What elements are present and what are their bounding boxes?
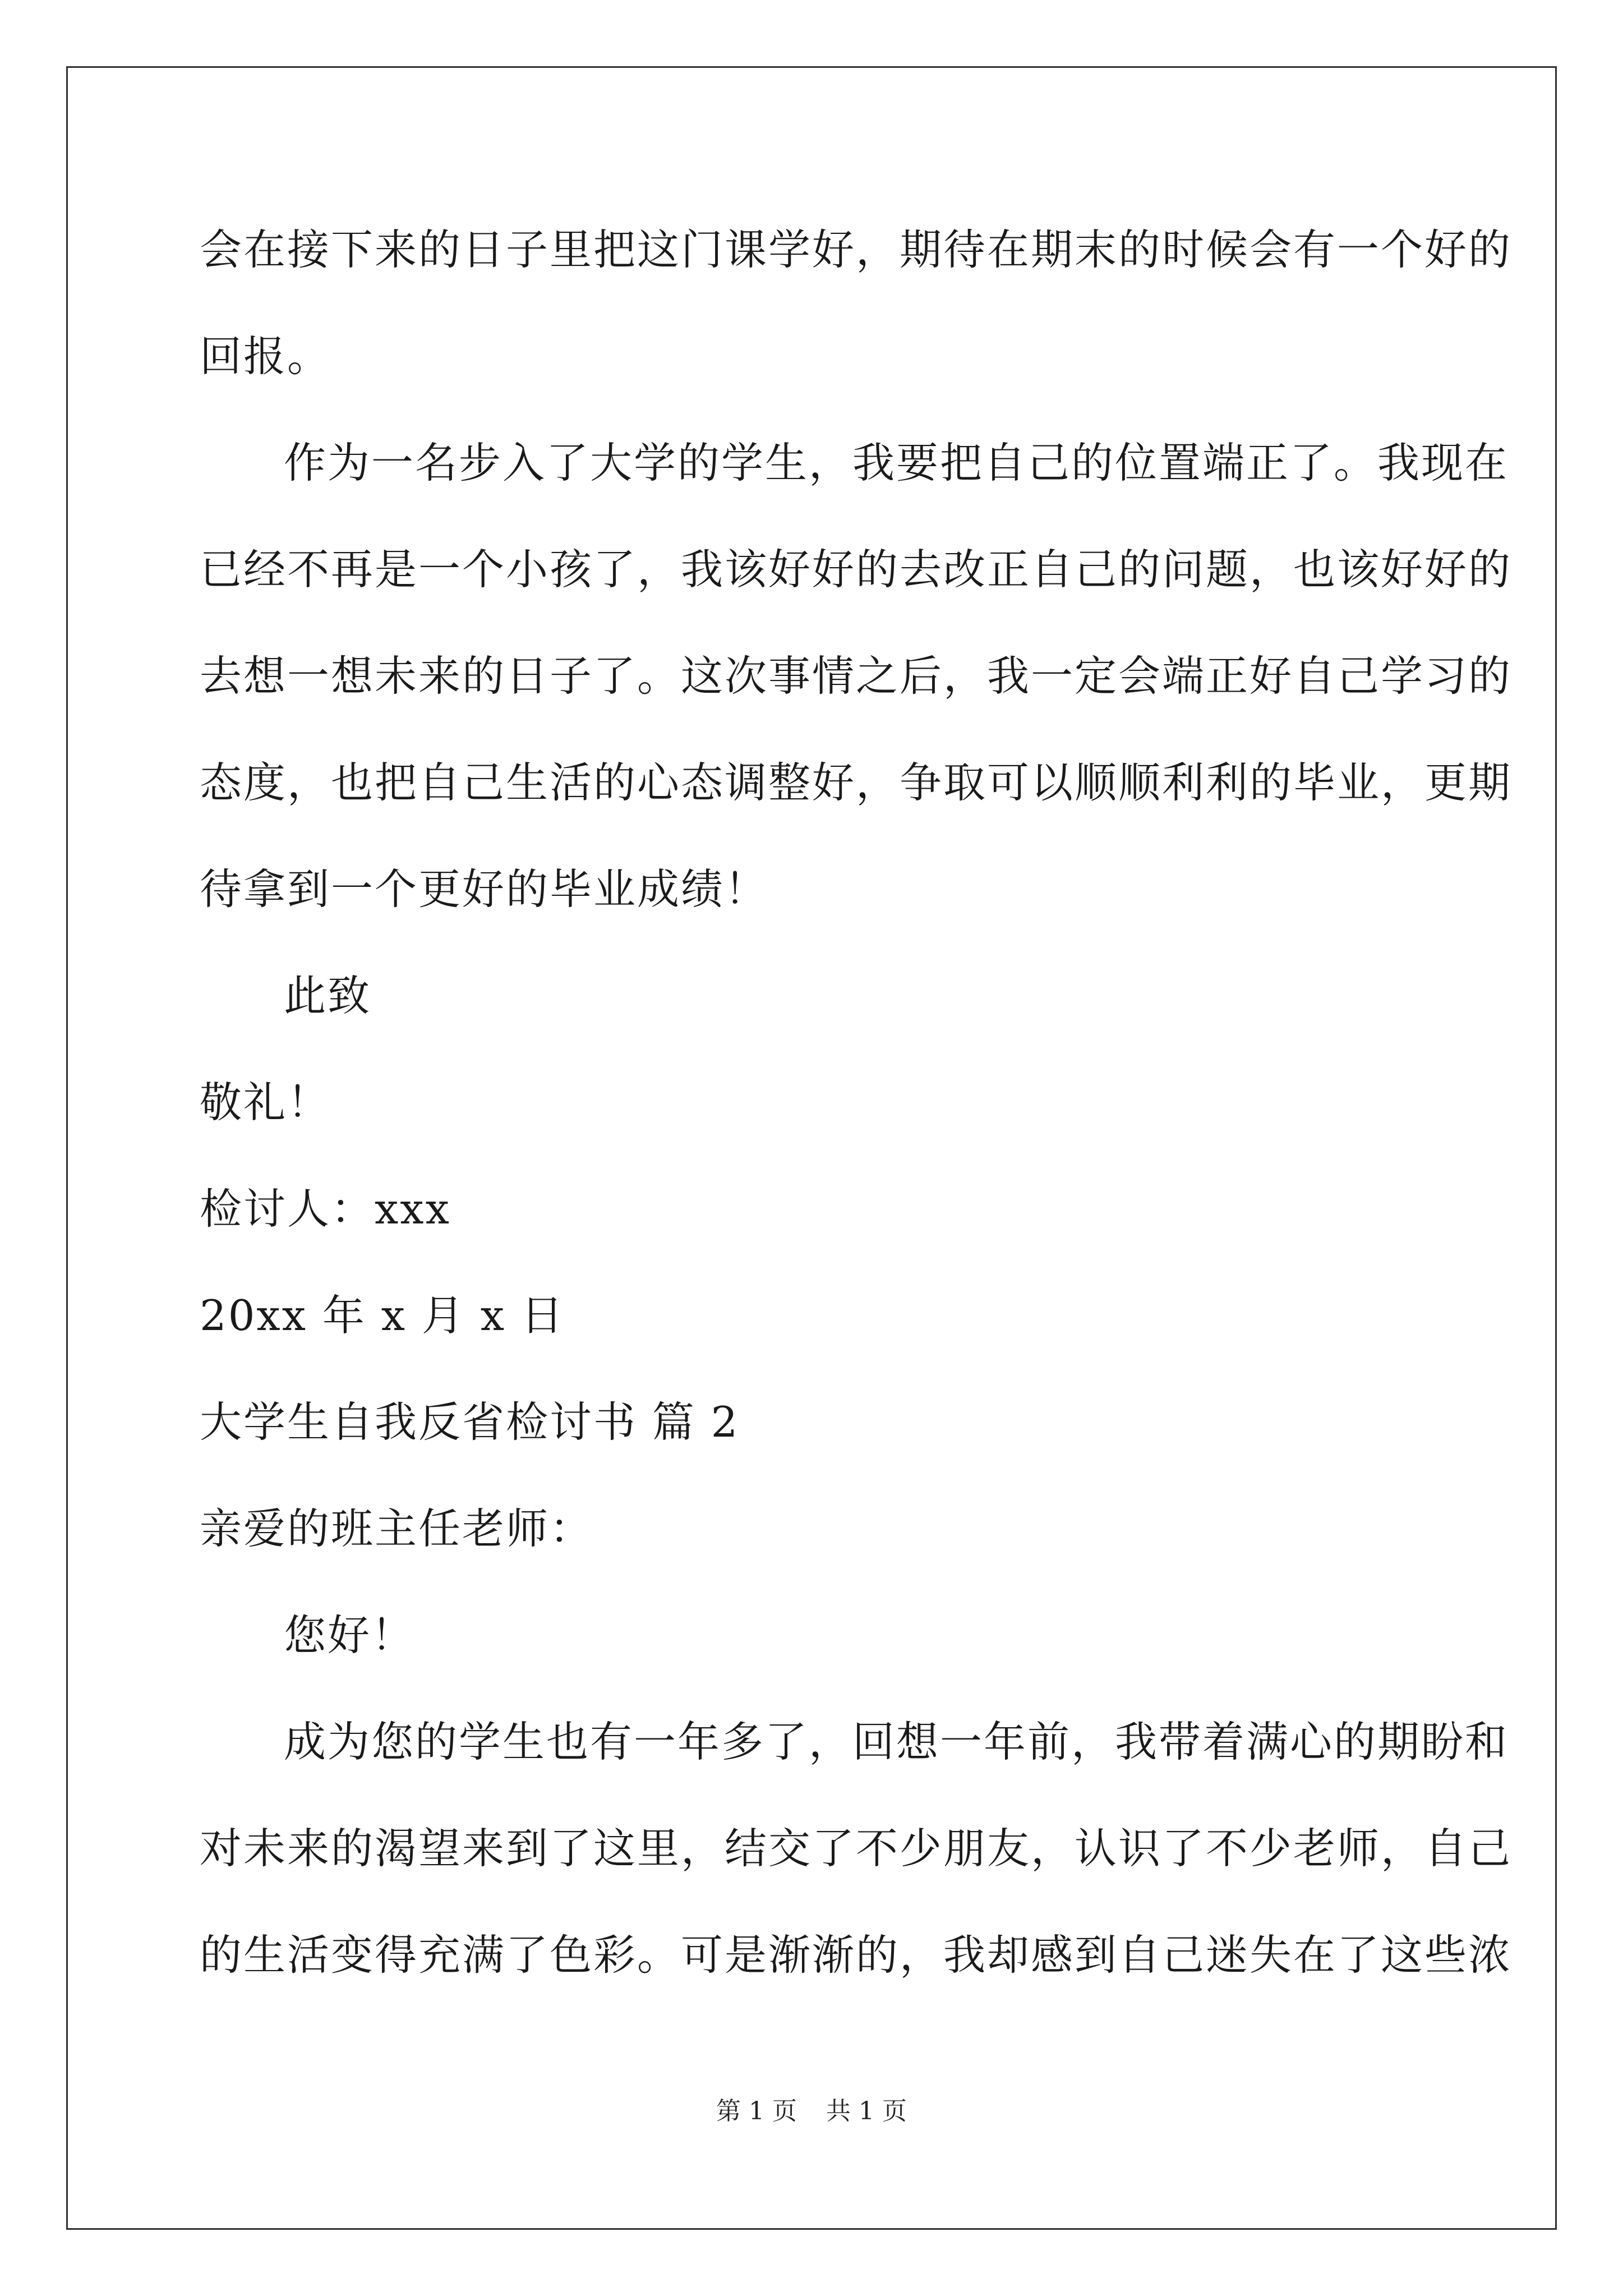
paragraph-line: 态度，也把自己生活的心态调整好，争取可以顺顺利利的毕业，更期 <box>200 758 1513 807</box>
paragraph-line: 待拿到一个更好的毕业成绩！ <box>200 864 769 914</box>
closing-salutation: 此致 <box>284 971 372 1020</box>
closing-regards: 敬礼！ <box>200 1078 331 1127</box>
paragraph-line: 回报。 <box>200 332 331 381</box>
paragraph-line: 作为一名步入了大学的学生，我要把自己的位置端正了。我现在 <box>284 438 1509 487</box>
page-number-current: 第 1 页 <box>716 2097 797 2125</box>
greeting: 您好！ <box>284 1611 416 1660</box>
paragraph-line: 成为您的学生也有一年多了，回想一年前，我带着满心的期盼和 <box>284 1717 1509 1766</box>
paragraph-line: 去想一想未来的日子了。这次事情之后，我一定会端正好自己学习的 <box>200 651 1513 701</box>
greeting-recipient: 亲爱的班主任老师： <box>200 1504 594 1553</box>
paragraph-line: 的生活变得充满了色彩。可是渐渐的，我却感到自己迷失在了这些浓 <box>200 1930 1513 1980</box>
page-footer <box>0 2091 1623 2127</box>
section-title: 大学生自我反省检讨书 篇 2 <box>200 1397 740 1447</box>
page-number-total: 共 1 页 <box>826 2097 907 2125</box>
paragraph-line: 已经不再是一个小孩了，我该好好的去改正自己的问题，也该好好的 <box>200 545 1513 594</box>
document-body <box>200 208 1513 2019</box>
date-line: 20xx 年 x 月 x 日 <box>200 1291 565 1340</box>
paragraph-line: 对未来的渴望来到了这里，结交了不少朋友，认识了不少老师，自己 <box>200 1824 1513 1873</box>
signature-line: 检讨人：xxx <box>200 1184 451 1234</box>
paragraph-line: 会在接下来的日子里把这门课学好，期待在期末的时候会有一个好的 <box>200 225 1513 274</box>
